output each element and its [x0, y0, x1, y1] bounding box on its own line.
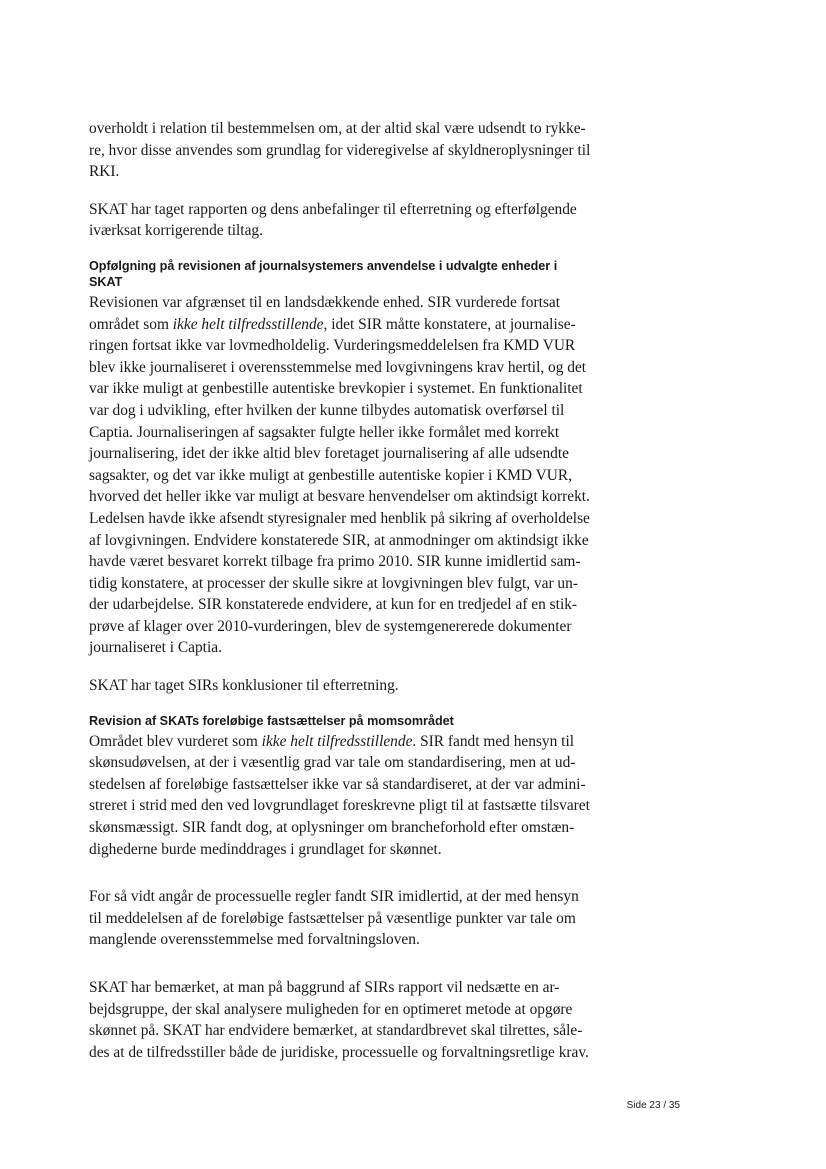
text-line: Captia. Journaliseringen af sagsakter fulgte heller ikke formålet med korrekt — [89, 423, 560, 441]
heading-line: SKAT — [89, 274, 123, 289]
paragraph-skat-response-3 — [89, 977, 617, 1063]
document-page — [89, 118, 617, 1063]
text-line: tidig konstatere, at processer der skulle sikre at lovgivningen blev fulgt, var un- — [89, 574, 578, 592]
text-line: SKAT har taget SIRs konklusioner til efterretning. — [89, 677, 399, 695]
text-line: ringen fortsat ikke var lovmedholdelig. Vurderingsmeddelelsen fra KMD VUR — [89, 337, 576, 355]
text-line: RKI. — [89, 163, 120, 181]
text-line: stedelsen af foreløbige fastsættelser ikke var så standardiseret, at der var admini- — [89, 775, 586, 793]
text-line: af lovgivningen. Endvidere konstaterede SIR, at anmodninger om aktindsigt ikke — [89, 531, 589, 549]
paragraph-moms — [89, 731, 617, 861]
text-run: Området blev vurderet som — [89, 732, 262, 750]
paragraph-skat-response-2 — [89, 675, 617, 697]
text-line: iværksat korrigerende tiltag. — [89, 222, 263, 240]
text-line: SKAT har taget rapporten og dens anbefalinger til efterretning og efterfølgende — [89, 200, 577, 218]
text-line: des at de tilfredsstiller både de juridiske, processuelle og forvaltningsretlige krav. — [89, 1043, 589, 1061]
text-line: SKAT har bemærket, at man på baggrund af SIRs rapport vil nedsætte en ar- — [89, 979, 560, 996]
paragraph-gap — [89, 951, 617, 977]
text-line: var dog i udvikling, efter hvilken der kunne tilbydes automatisk overførsel til — [89, 401, 565, 419]
text-line: skønsudøvelsen, at der i væsentlig grad var tale om standardisering, men at ud- — [89, 754, 576, 772]
text-line: var ikke muligt at genbestille autentiske brevkopier i systemet. En funktionalitet — [89, 380, 583, 398]
text-line: overholdt i relation til bestemmelsen om, at der altid skal være udsendt to rykke- — [89, 120, 586, 137]
text-line: skønsmæssigt. SIR fandt dog, at oplysninger om brancheforhold efter omstæn- — [89, 819, 575, 837]
paragraph-skat-response-1 — [89, 199, 617, 242]
heading-line: Revision af SKATs foreløbige fastsættelser på momsområdet — [89, 713, 454, 728]
text-line: havde været besvaret korrekt tilbage fra primo 2010. SIR kunne imidlertid sam- — [89, 553, 581, 571]
paragraph-gap — [89, 697, 617, 713]
text-line: dighederne burde medinddrages i grundlaget for skønnet. — [89, 840, 442, 858]
text-line — [89, 731, 617, 753]
paragraph-gap — [89, 183, 617, 199]
text-line: hvorved det heller ikke var muligt at besvare henvendelser om aktindsigt korrekt. — [89, 488, 590, 506]
text-line: sagsakter, og det var ikke muligt at genbestille autentiske kopier i KMD VUR, — [89, 466, 572, 484]
text-line: prøve af klager over 2010-vurderingen, blev de systemgenererede dokumenter — [89, 617, 572, 635]
text-line: manglende overensstemmelse med forvaltningsloven. — [89, 931, 420, 949]
text-line: Revisionen var afgrænset til en landsdækkende enhed. SIR vurderede fortsat — [89, 293, 560, 311]
section-heading-journalsystems — [89, 258, 617, 290]
text-line: re, hvor disse anvendes som grundlag for videregivelse af skyldneroplysninger til — [89, 141, 591, 159]
text-line: journaliseret i Captia. — [89, 639, 222, 657]
text-line: journalisering, idet der ikke altid blev foretaget journalisering af alle udsendte — [89, 445, 569, 463]
section-heading-moms — [89, 713, 617, 729]
paragraph-gap — [89, 242, 617, 258]
heading-line: Opfølgning på revisionen af journalsystemers anvendelse i udvalgte enheder i — [89, 258, 558, 273]
paragraph-gap — [89, 659, 617, 675]
text-line: Ledelsen havde ikke afsendt styresignaler med henblik på sikring af overholdelse — [89, 509, 590, 527]
paragraph-revision — [89, 292, 617, 659]
paragraph-intro — [89, 118, 617, 183]
text-line: til meddelelsen af de foreløbige fastsættelser på væsentlige punkter var tale om — [89, 909, 576, 927]
text-line: skønnet på. SKAT har endvidere bemærket, at standardbrevet skal tilrettes, såle- — [89, 1022, 583, 1040]
text-line — [89, 314, 617, 336]
text-line: blev ikke journaliseret i overensstemmelse med lovgivningens krav hertil, og det — [89, 358, 587, 376]
assessment-emphasis: ikke helt tilfredsstillende — [172, 315, 324, 333]
text-run: området som — [89, 315, 173, 333]
text-line: der udarbejdelse. SIR konstaterede endvidere, at kun for en tredjedel af en stik- — [89, 596, 578, 614]
paragraph-gap — [89, 860, 617, 886]
text-line: streret i strid med den ved lovgrundlaget foreskrevne pligt til at fastsætte tilsvaret — [89, 797, 590, 815]
assessment-emphasis: ikke helt tilfredsstillende — [261, 732, 413, 750]
paragraph-processual — [89, 886, 617, 951]
text-run: , idet SIR måtte konstatere, at journalise- — [323, 315, 576, 333]
text-line: bejdsgruppe, der skal analysere muligheden for en optimeret metode at opgøre — [89, 1000, 573, 1018]
text-line: For så vidt angår de processuelle regler fandt SIR imidlertid, at der med hensyn — [89, 888, 579, 906]
page-number: Side 23 / 35 — [626, 1100, 680, 1111]
text-run: . SIR fandt med hensyn til — [412, 732, 574, 750]
